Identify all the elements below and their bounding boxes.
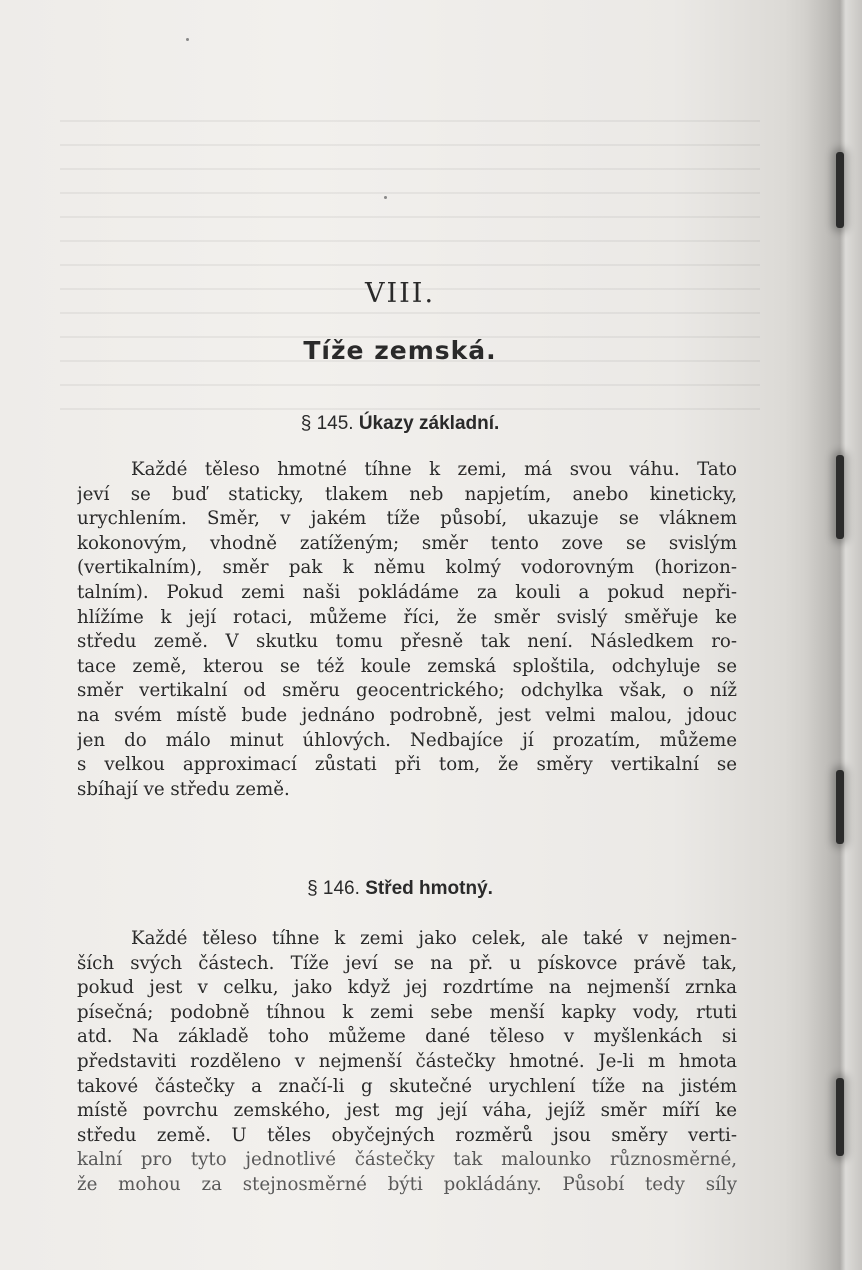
section-heading <box>0 878 800 900</box>
text-line: místě povrchu zemského, jest mg její váha, jejíž směr míří ke <box>77 1100 737 1122</box>
text-line: (vertikalním), směr pak k němu kolmý vodorovným (horizon- <box>77 557 737 579</box>
text-line: jeví se buď staticky, tlakem neb napjetím, anebo kineticky, <box>77 483 737 505</box>
text-line: sbíhají ve středu země. <box>77 778 290 800</box>
section-number: § 146. <box>307 878 360 899</box>
text-line: talním). Pokud zemi naši pokládáme za kouli a pokud nepři- <box>77 581 737 603</box>
speck <box>186 38 189 41</box>
text-line: jen do málo minut úhlových. Nedbajíce jí prozatím, můžeme <box>77 729 737 751</box>
text-line: středu země. U těles obyčejných rozměrů jsou směry verti- <box>77 1124 737 1146</box>
text-line: tace země, kterou se též koule zemská sploštila, odchyluje se <box>77 655 737 677</box>
chapter-number: VIII. <box>364 278 436 309</box>
section-paragraph <box>77 927 737 1198</box>
text-line: směr vertikalní od směru geocentrického; odchylka však, o níž <box>77 680 737 702</box>
binding-staple <box>836 770 844 844</box>
text-line: na svém místě bude jednáno podrobně, jest velmi malou, jdouc <box>77 704 737 726</box>
binding-staple <box>836 455 844 539</box>
section-heading <box>0 413 800 435</box>
text-line: takové částečky a značí-li g skutečné urychlení tíže na jistém <box>77 1075 737 1097</box>
page-gutter <box>804 0 862 1270</box>
section-title: Střed hmotný. <box>365 878 493 899</box>
text-line: Každé těleso tíhne k zemi jako celek, ale také v nejmen- <box>131 928 737 949</box>
text-line: kalní pro tyto jednotlivé částečky tak malounko různosměrné, <box>77 1149 737 1171</box>
text-line: hlížíme k její rotaci, můžeme říci, že směr svislý směřuje ke <box>77 606 737 628</box>
chapter-title: Tíže zemská. <box>303 336 497 365</box>
text-line: že mohou za stejnosměrné býti pokládány. Působí tedy síly <box>77 1173 737 1195</box>
text-line: pokud jest v celku, jako když jej rozdrtíme na nejmenší zrnka <box>77 977 737 999</box>
text-line: písečná; podobně tíhnou k zemi sebe menší kapky vody, rtuti <box>77 1001 737 1023</box>
reverse-side-bleed-through <box>60 120 760 420</box>
binding-staple <box>836 152 844 228</box>
text-line: představiti rozděleno v nejmenší částečky hmotné. Je-li m hmota <box>77 1050 737 1072</box>
text-line: s velkou approximací zůstati při tom, že směry vertikalní se <box>77 754 737 776</box>
text-line: urychlením. Směr, v jakém tíže působí, ukazuje se vláknem <box>77 508 737 530</box>
section-number: § 145. <box>300 413 354 434</box>
speck <box>384 196 387 199</box>
binding-staple <box>836 1078 844 1156</box>
text-line: atd. Na základě toho můžeme dané těleso v myšlenkách si <box>77 1026 737 1048</box>
section-title: Úkazy základní. <box>358 413 500 434</box>
text-line: Každé těleso hmotné tíhne k zemi, má svou váhu. Tato <box>131 459 737 480</box>
text-line: ších svých částech. Tíže jeví se na př. u pískovce právě tak, <box>77 952 737 974</box>
text-line: středu země. V skutku tomu přesně tak není. Následkem ro- <box>77 631 737 653</box>
text-line: kokonovým, vhodně zatíženým; směr tento zove se svislým <box>77 532 737 554</box>
section-paragraph <box>77 458 737 802</box>
